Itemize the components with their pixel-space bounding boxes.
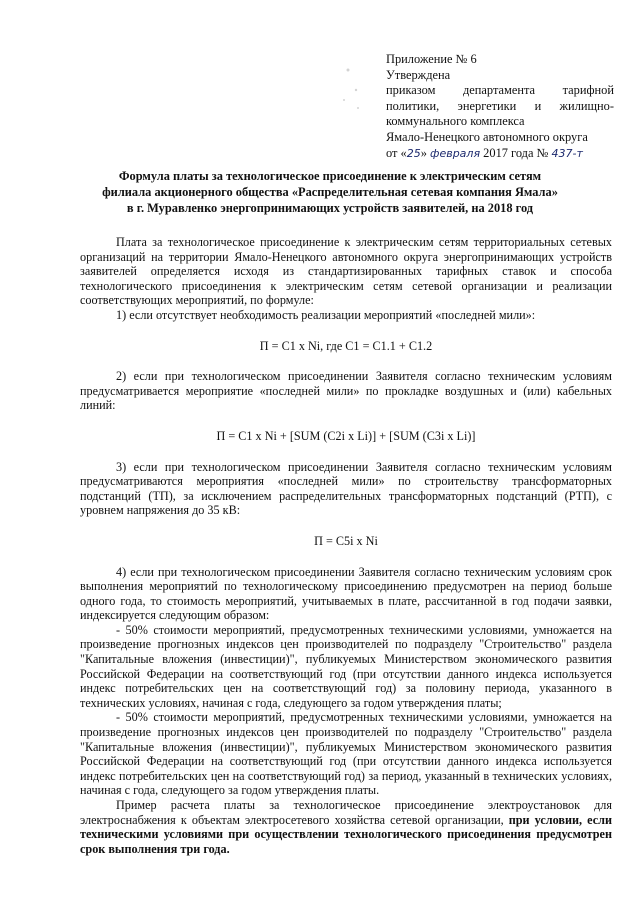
date-mid: »: [420, 145, 431, 160]
approval-block: [386, 52, 614, 161]
formula-2: П = С1 x Ni + [SUM (C2i x Li)] + [SUM (C3i x Li)]: [216, 428, 476, 443]
handwritten-month: февраля: [430, 146, 481, 160]
case-4-paragraph: 4) если при технологическом присоединении Заявителя согласно техническим условиям срок выполнения мероприятий по технологическому присоединению предусмотрен на период больше одного года, то стоимость мероприятий, учитываемых в плате, рассчитанной в год подачи заявки, индексируется следующим образом:: [80, 564, 612, 623]
formula-3: П = С5i x Ni: [314, 533, 378, 548]
faded-stamp-mark: [328, 60, 368, 130]
appendix-number: Приложение № 6: [386, 52, 477, 66]
example-text: Пример расчета платы за технологическое присоединение электроустановок для электроснабжения к объектам электросетевого хозяйства сетевой организации,: [80, 798, 612, 827]
document-body: [80, 235, 612, 856]
handwritten-order-number: 437-т: [551, 146, 583, 160]
example-bold-text: при условии, если техническими условиями при осуществлении технологического присоединения предусмотрен срок выполнения три года.: [80, 812, 613, 856]
approval-line: Ямало-Ненецкого автономного округа: [386, 129, 588, 144]
title-line: филиала акционерного общества «Распределительная сетевая компания Ямала»: [102, 185, 558, 199]
order-date-line: [386, 146, 614, 162]
approved-label: Утверждена: [386, 67, 451, 82]
title-line: в г. Муравленко энергопринимающих устройств заявителей, на 2018 год: [126, 201, 534, 215]
date-prefix: от «: [386, 145, 407, 160]
date-year: 2017 года №: [480, 145, 552, 160]
handwritten-day: 25: [406, 146, 421, 160]
case-2-paragraph: 2) если при технологическом присоединении Заявителя согласно техническим условиям предусматривается мероприятие «последней мили» по прокладке воздушных и (или) кабельных линий:: [80, 369, 612, 413]
approval-line: приказом департамента тарифной: [386, 83, 614, 98]
document-title: [70, 168, 590, 216]
case-1-paragraph: 1) если отсутствует необходимость реализации мероприятий «последней мили»:: [116, 307, 536, 322]
approval-line: политики, энергетики и жилищно-: [386, 98, 614, 113]
approval-line: коммунального комплекса: [386, 114, 525, 129]
indexation-bullet-2: - 50% стоимости мероприятий, предусмотренных техническими условиями, умножается на произведение прогнозных индексов цен производителей по подразделу "Строительство" раздела "Капитальные вложения (инвестиции)", публикуемых Министерством экономического развития Российской Федерации на соответствующий год (при отсутствии данного индекса используется индекс потребительских цен на соответствующий год) за период, указанный в технических условиях, начиная с года, следующего за годом утверждения платы.: [80, 710, 612, 798]
indexation-bullet-1: - 50% стоимости мероприятий, предусмотренных техническими условиями, умножается на произведение прогнозных индексов цен производителей по подразделу "Строительство" раздела "Капитальные вложения (инвестиции)", публикуемых Министерством экономического развития Российской Федерации на соответствующий год (при отсутствии данного индекса используется индекс потребительских цен на соответствующий год) за половину периода, указанного в технических условиях, начиная с года, следующего за годом утверждения платы;: [80, 622, 612, 710]
case-3-paragraph: 3) если при технологическом присоединении Заявителя согласно техническим условиям предусматриваются мероприятия «последней мили» по строительству трансформаторных подстанций (ТП), за исключением распределительных трансформаторных подстанций (РТП), с уровнем напряжения до 35 кВ:: [80, 459, 612, 518]
intro-paragraph: Плата за технологическое присоединение к электрическим сетям территориальных сетевых организаций на территории Ямало-Ненецкого автономного округа энергопринимающих устройств заявителей определяется исходя из стандартизированных тарифных ставок и способа технологического присоединения к электрическим сетям сетевой организации и реализации соответствующих мероприятий, по формуле:: [80, 235, 612, 308]
title-line: Формула платы за технологическое присоединение к электрическим сетям: [118, 169, 542, 183]
formula-1: П = С1 x Ni, где С1 = С1.1 + С1.2: [259, 338, 433, 353]
example-paragraph: [80, 798, 612, 856]
